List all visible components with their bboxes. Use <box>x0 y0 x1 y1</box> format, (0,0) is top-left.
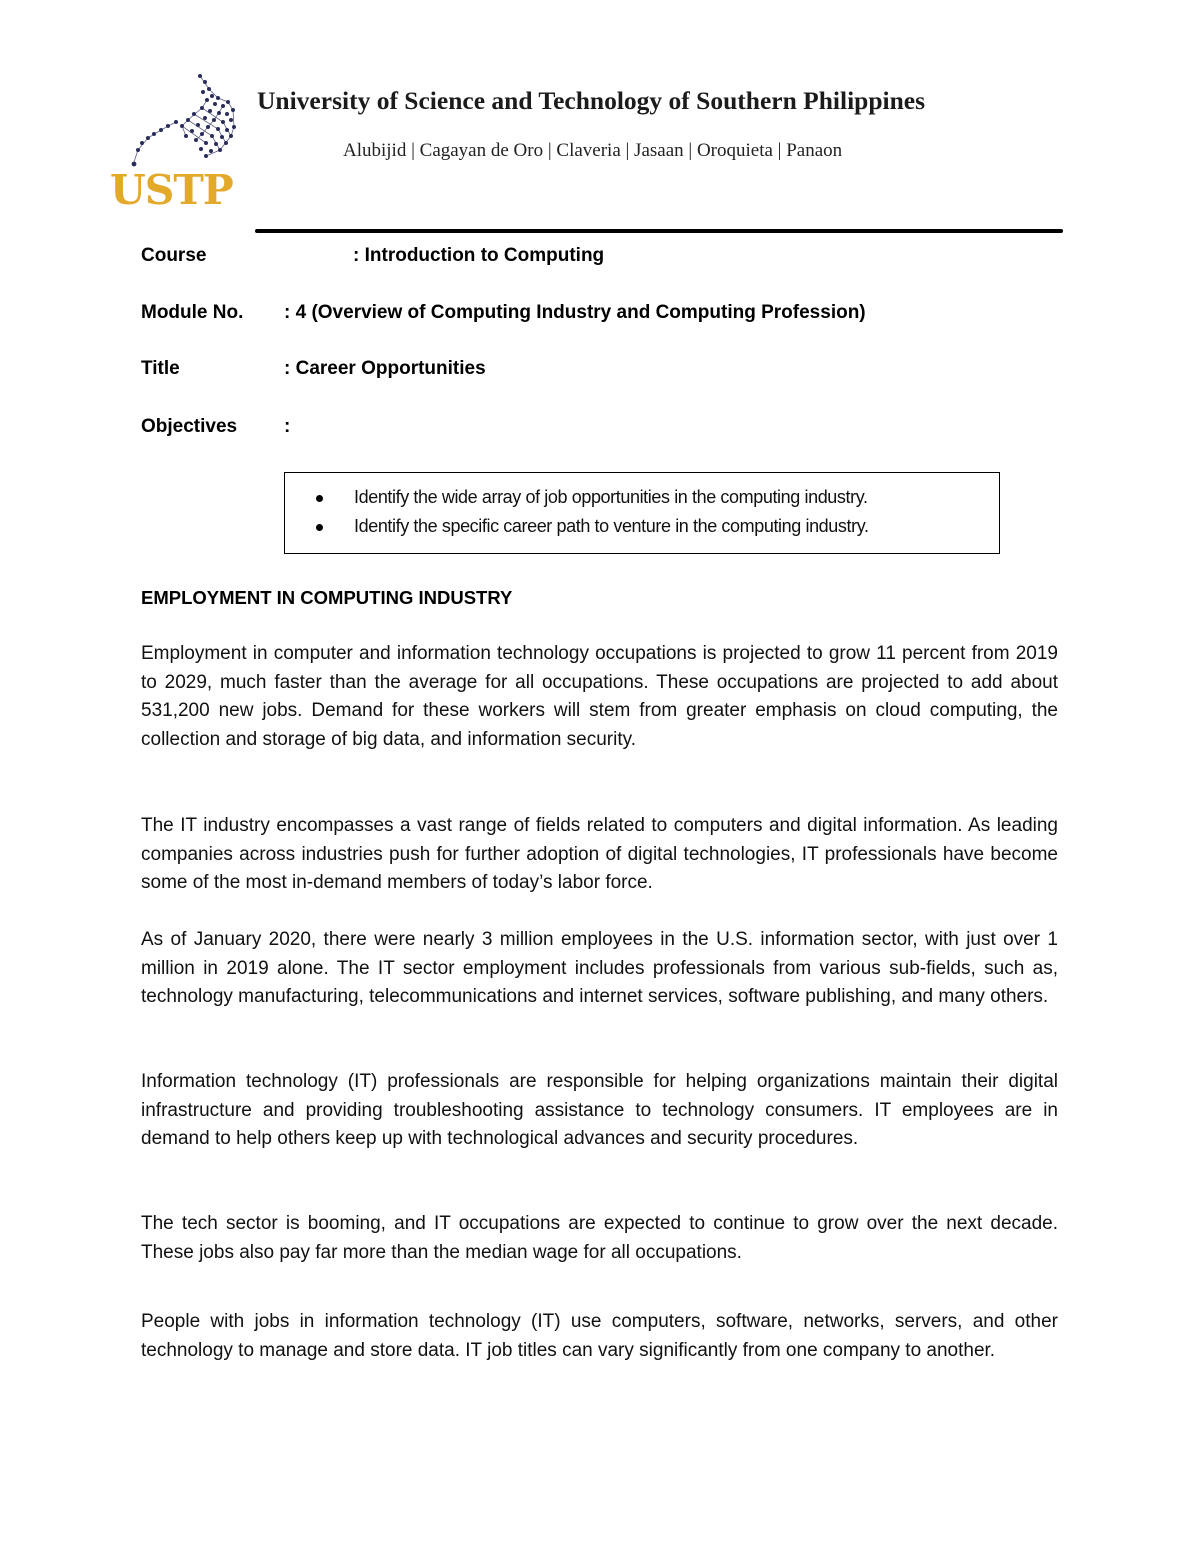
body-paragraph: Employment in computer and information technology occupations is projected to grow 11 percent from 2019 to 2029, much faster than the average for all occupations. These occupations are projected to add about 531,200 new jobs. Demand for these workers will stem from greater emphasis on cloud computing, the collection and storage of big data, and information security. <box>141 643 1058 750</box>
title-label: Title <box>141 358 180 379</box>
logo-wordmark: USTP <box>110 166 233 214</box>
objective-text: Identify the specific career path to venture in the computing industry. <box>354 516 869 536</box>
title-value: : Career Opportunities <box>284 358 486 379</box>
body-paragraph: The tech sector is booming, and IT occupations are expected to continue to grow over the next decade. These jobs also pay far more than the median wage for all occupations. <box>141 1213 1058 1263</box>
module-label: Module No. <box>141 302 244 323</box>
objectives-box <box>284 472 1000 554</box>
module-value: : 4 (Overview of Computing Industry and Computing Profession) <box>284 302 866 323</box>
objectives-label: Objectives <box>141 416 238 437</box>
bullet-icon <box>316 524 323 531</box>
objectives-colon: : <box>284 416 291 437</box>
body-paragraph: People with jobs in information technology (IT) use computers, software, networks, servers, and other technology to manage and store data. IT job titles can vary significantly from one company to another. <box>141 1311 1058 1361</box>
body-paragraph: As of January 2020, there were nearly 3 million employees in the U.S. information sector, with just over 1 million in 2019 alone. The IT sector employment includes professionals from various sub-fields, such as, technology manufacturing, telecommunications and internet services, software publishing, and many others. <box>141 929 1058 1007</box>
objective-text: Identify the wide array of job opportunities in the computing industry. <box>354 487 868 507</box>
body-paragraph: The IT industry encompasses a vast range of fields related to computers and digital information. As leading companies across industries push for further adoption of digital technologies, IT professionals have become some of the most in-demand members of today’s labor force. <box>141 815 1058 893</box>
course-value: : Introduction to Computing <box>353 245 605 266</box>
header-divider <box>255 229 1063 233</box>
body-paragraph: Information technology (IT) professionals are responsible for helping organizations maintain their digital infrastructure and providing troubleshooting assistance to technology consumers. IT employees are in demand to help others keep up with technological advances and security procedures. <box>141 1071 1058 1149</box>
course-label: Course <box>141 245 207 266</box>
bullet-icon <box>316 495 323 502</box>
university-name: University of Science and Technology of Southern Philippines <box>257 86 926 115</box>
campus-list: Alubijid | Cagayan de Oro | Claveria | Jasaan | Oroquieta | Panaon <box>343 140 843 161</box>
section-heading: EMPLOYMENT IN COMPUTING INDUSTRY <box>141 587 513 608</box>
